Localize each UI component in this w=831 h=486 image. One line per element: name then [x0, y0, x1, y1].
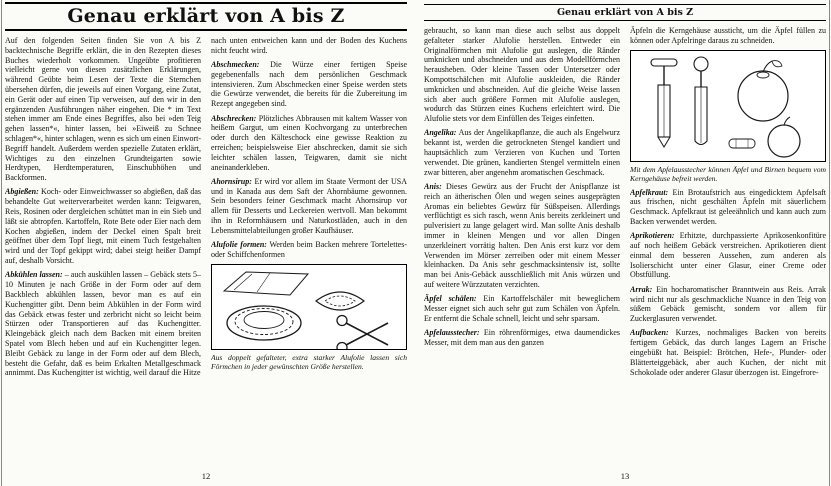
entry-text: Er wird vor allem im Staate Vermont der USA und in Kanada aus dem Saft der Ahornbäume gewonnen. Sein besonders feiner Geschmack macht Ahornsirup vor allem für Desserts und Leckereien wertvoll. Man bekommt ihn in Reformhäusern und Naturkostläden, auch in den Lebensmittelabteilungen großer Kaufhäuser. — [211, 176, 407, 235]
scissors-icon — [337, 316, 388, 350]
glossary-entry — [424, 294, 620, 323]
glossary-entry — [211, 240, 407, 260]
continuation-paragraph: nach unten entweichen kann und der Boden des Kuchens nicht feucht wird. — [211, 36, 407, 55]
scan-edge-line-left — [1, 0, 2, 486]
figure-caption: Aus doppelt gefalteter, extra starker Alufolie lassen sich Förmchen in jeder gewünschten Größe herstellen. — [211, 353, 407, 372]
right-page-column-1 — [424, 26, 620, 464]
entry-text: Ein Kartoffelschäler mit beweglichem Messer eignet sich auch sehr gut zum Schälen von Äpfeln. Er entfernt die Schale schnell, leicht und sehr sparsam. — [424, 294, 620, 323]
glossary-entry — [630, 328, 826, 377]
glossary-entry — [211, 60, 407, 109]
glossary-entry — [630, 231, 826, 280]
foil-sheet-icon — [224, 272, 308, 295]
entry-term: Abschmecken: — [211, 60, 260, 70]
glossary-entry — [424, 182, 620, 290]
entry-text: Dieses Gewürz aus der Frucht der Anispflanze ist reich an ätherischen Ölen und wegen seines ausgeprägten Aromas ein beliebtes Gewürz für Süßspeisen. Allerdings verflüchtigt es sich rasch, wenn Anis bereits zerkleinert und pulverisiert zu lange gelagert wird. Man sollte Anis deshalb immer in kleinen Mengen und vor allen Dingen unzerkleinert vorrätig halten. Den Anis erst kurz vor dem Verwenden im Mörser zerreiben oder mit einem Messer kleinhacken. Da Anis sehr geschmacksintensiv ist, sollte man bei Anis-Gebäck ausschließlich mit Anis würzen und auf weitere Würzzutaten verzichten. — [424, 181, 620, 289]
apple-icon — [738, 61, 788, 121]
left-page-header — [5, 2, 407, 31]
continuation-paragraph: Äpfeln die Kerngehäuse aussticht, um die Äpfel füllen zu können oder Apfelringe daraus zu schneiden. — [630, 26, 826, 45]
right-page-columns — [424, 21, 826, 464]
entry-term: Apfelausstecher: — [424, 328, 480, 338]
figure-caption: Mit dem Apfelausstecher können Äpfel und Birnen bequem vom Kerngehäuse befreit werden. — [630, 165, 826, 184]
entry-text: Erhitzte, durchpassierte Aprikosenkonfitüre auf noch heißem Gebäck verstreichen. Aprikotieren dient einmal dem besseren Aussehen, zum anderen als Isolierschicht unter einer Glasur, einer Creme oder Obstfüllung. — [630, 231, 826, 280]
round-fluted-form-icon — [227, 306, 301, 340]
entry-text: Plötzliches Abbrausen mit kaltem Wasser von heißem Gargut, um einen Kochvorgang zu unterbrechen oder durch den Kälteschock eine gewisse Reaktion zu erreichen; beispielsweise Eier abschrecken, damit sie sich leichter schälen lassen, Teigwaren, damit sie nicht aneinanderkleben. — [211, 113, 407, 172]
glossary-entry — [5, 270, 201, 378]
entry-term: Alufolie formen: — [211, 240, 267, 250]
page-right — [424, 0, 826, 486]
entry-text: Die Würze einer fertigen Speise gegebenenfalls nach dem persönlichen Geschmack intensivieren. Zum Abschmecken einer Speise werden stets die Gewürze verwendet, die bereits für die Zubereitung im Rezept angegeben sind. — [211, 60, 407, 109]
right-page-header — [424, 4, 826, 21]
tartlet-forms-drawing — [212, 265, 406, 349]
boat-form-icon — [316, 292, 364, 310]
entry-term: Aprikotieren: — [630, 231, 675, 241]
entry-text: Ein röhrenförmiges, etwa daumendickes Messer, mit dem man aus den ganzen — [424, 328, 620, 347]
apple-2-icon — [768, 117, 800, 157]
scan-edge-line-right — [829, 0, 830, 486]
page-number-left: 12 — [201, 471, 211, 481]
intro-paragraph: Auf den folgenden Seiten finden Sie von A bis Z backtechnische Begriffe erklärt, die in den Rezepten dieses Buches wiederholt vorkommen. Ungeübte profitieren vielleicht gerne von diesen zusätzlichen Erklärungen, während Geübte beim Lesen der Texte die Sternchen übersehen dürfen, die jeweils auf einen Vorgang, eine Zutat, ein Gerät oder auf einen Tip verweisen, auf den wir in den ergänzenden Ausführungen näher eingehen. Die * im Text stehen immer am Ende eines Begriffes, also bei »den Teig gehen lassen*«, hinter lassen, bei »Eiweiß zu Schnee schlagen*«, hinter schlagen, wenn es sich um einen Einwort-Begriff handelt. Außerdem werden spezielle Zutaten erklärt, Wichtiges zu den einzelnen Grundteigarten sowie Herdtypen, Herdtemperaturen, Einschubhöhen und Backformen. — [5, 36, 201, 183]
glossary-entry — [630, 285, 826, 324]
page-title: Genau erklärt von A bis Z — [556, 7, 694, 18]
glossary-entry — [424, 128, 620, 177]
entry-term: Äpfel schälen: — [424, 294, 477, 304]
entry-term: Aufbacken: — [630, 328, 669, 338]
entry-text: Ein hocharomatischer Branntwein aus Reis. Arrak wird nicht nur als geschmackliche Nuance in den Teig von süßem Gebäck gemischt, sondern vor allem für Zuckerglasuren verwendet. — [630, 284, 826, 324]
entry-term: Angelika: — [424, 128, 457, 138]
entry-text: Aus der Angelikapflanze, die auch als Engelwurz bekannt ist, werden die getrockneten Stengel kandiert und hauptsächlich zum Verzieren von Kuchen und Torten verwendet. Die grünen, kandierten Stengel vermitteln einen zwar bitteren, aber angenehm aromatischen Geschmack. — [424, 128, 620, 177]
apple-corer-drawing — [631, 51, 825, 161]
entry-term: Ahornsirup: — [211, 176, 252, 186]
continuation-paragraph: gebraucht, so kann man diese auch selbst aus doppelt gefalteter starker Alufolie herstellen. Entweder ein Originalförmchen mit Alufolie gut auslegen, die Ränder umknicken und abschneiden und aus dem Modellförmchen herausheben. Oder kleine Tassen oder Untersetzer oder Kompottschälchen mit Alufolie auskleiden, die Ränder umknicken und abschneiden. Auf die gleiche Weise lassen sich aber auch größere Formen mit Alufolie auslegen, wodurch das Stürzen eines Kuchens erleichtert wird. Die Alufolie stets vor dem Einfüllen des Teiges einfetten. — [424, 26, 620, 124]
entry-term: Apfelkraut: — [630, 187, 669, 197]
entry-text: Werden beim Backen mehrere Tortelettes- oder Schiffchenformen — [211, 240, 407, 259]
entry-term: Abschrecken: — [211, 113, 257, 123]
entry-text: Kurzes, nochmaliges Backen von bereits fertigem Gebäck, das durch langes Lagern an Frische eingebüßt hat. Beispiel: Brötchen, Hefe-, Plunder- oder Blätterteiggebäck, aber auch Kuchen, der nicht mit Schokolade oder anderer Glasur überzogen ist. Eingefrore- — [630, 328, 826, 377]
page-number-right: 13 — [620, 471, 630, 481]
apple-corer-2-icon — [694, 57, 708, 145]
right-page-column-2 — [630, 26, 826, 464]
left-page-column-2 — [211, 36, 407, 474]
page-left — [5, 0, 407, 486]
apple-core-icon — [729, 139, 755, 148]
glossary-entry — [211, 114, 407, 173]
entry-text: Ein Brotaufstrich aus eingedicktem Apfelsaft aus frischen, nicht geschälten Äpfeln mit säuerlichem Geschmack. Apfelkraut ist geleeähnlich und kann auch zum Backen verwendet werden. — [630, 187, 826, 226]
left-page-column-1 — [5, 36, 201, 474]
entry-term: Abgießen: — [5, 187, 39, 197]
entry-term: Arrak: — [630, 284, 653, 294]
glossary-entry — [211, 177, 407, 236]
page-title: Genau erklärt von A bis Z — [67, 5, 345, 27]
tartlet-foil-scissors-illustration — [211, 264, 407, 350]
apple-corer-icon — [651, 59, 677, 147]
glossary-entry — [630, 188, 826, 227]
entry-text: Koch- oder Einweichwasser so abgießen, daß das behandelte Gut weiterverarbeitet werden kann: Teigwaren, Reis, Rosinen oder dergleichen schüttet man in ein Sieb und läßt sie abtropfen. Kartoffeln, Rote Bete oder Eier nach dem Kochen abgießen, indem der Deckel einen Spalt breit geöffnet über dem Topf liegt, mit einem Tuch festgehalten wird und der Topf gekippt wird; dabei steigt heißer Dampf auf, deshalb Vorsicht. — [5, 187, 201, 266]
entry-term: Anis: — [424, 181, 442, 191]
apple-corer-apples-illustration — [630, 50, 826, 162]
left-page-columns — [5, 31, 407, 474]
glossary-entry — [5, 187, 201, 265]
glossary-entry — [424, 328, 620, 348]
entry-text: – auch auskühlen lassen – Gebäck stets 5–10 Minuten je nach Größe in der Form oder auf dem Backblech abkühlen lassen, bevor man es auf ein Kuchengitter gibt. Denn beim Abkühlen in der Form wird das Gebäck etwas fester und zerbricht nicht so leicht beim Stürzen oder Transportieren auf das Kuchengitter. Kleingebäck gleich nach dem Backen mit einem breiten Spatel vom Blech heben und auf ein Kuchengitter legen. Bleibt Gebäck zu lange in der Form oder auf dem Blech, besteht die Gefahr, daß es beim Erkalten Metallgeschmack annimmt. Das Kuchengitter ist wichtig, weil darauf die Hitze — [5, 270, 201, 378]
entry-term: Abkühlen lassen: — [5, 270, 63, 280]
